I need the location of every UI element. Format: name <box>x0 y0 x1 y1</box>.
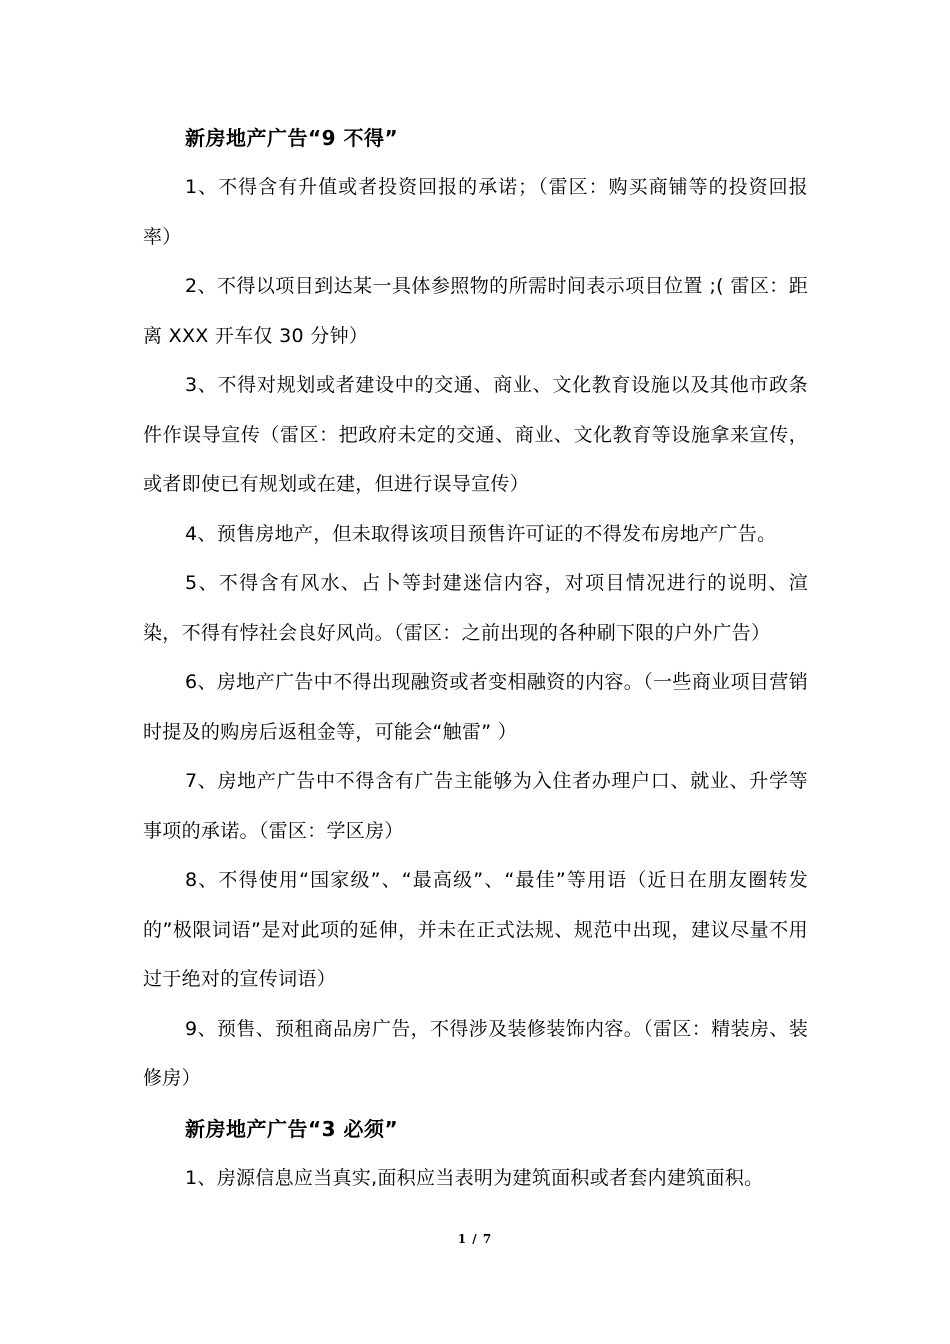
prohibition-item-2: 2、不得以项目到达某一具体参照物的所需时间表示项目位置 ;( 雷区：距离 XXX 开车仅 30 分钟） <box>143 275 808 347</box>
section-heading-3-requirements: 新房地产广告“3 必须” <box>185 1116 399 1141</box>
prohibition-item-3: 3、不得对规划或者建设中的交通、商业、文化教育设施以及其他市政条件作误导宣传（雷区：把政府未定的交通、商业、文化教育等设施拿来宣传，或者即使已有规划或在建，但进行误导宣传） <box>143 374 808 495</box>
prohibition-item-6: 6、房地产广告中不得出现融资或者变相融资的内容。（一些商业项目营销时提及的购房后返租金等，可能会“触雷” ） <box>143 671 808 743</box>
document-body <box>143 113 808 1203</box>
section-heading-9-prohibitions: 新房地产广告“9 不得” <box>185 126 399 150</box>
prohibition-item-9: 9、预售、预租商品房广告，不得涉及装修装饰内容。（雷区：精装房、装修房） <box>143 1017 808 1089</box>
requirement-item-1: 1、房源信息应当真实,面积应当表明为建筑面积或者套内建筑面积。 <box>185 1166 764 1189</box>
prohibition-item-1: 1、不得含有升值或者投资回报的承诺；（雷区：购买商铺等的投资回报率） <box>143 176 808 248</box>
prohibition-item-5: 5、不得含有风水、占卜等封建迷信内容，对项目情况进行的说明、渲染，不得有悖社会良好风尚。（雷区：之前出现的各种刷下限的户外广告） <box>143 572 808 644</box>
prohibition-item-8: 8、不得使用“国家级”、“最高级”、“最佳”等用语（近日在朋友圈转发的”极限词语”是对此项的延伸，并未在正式法规、规范中出现，建议尽量不用过于绝对的宣传词语） <box>143 869 808 990</box>
prohibition-item-4: 4、预售房地产，但未取得该项目预售许可证的不得发布房地产广告。 <box>185 522 777 545</box>
prohibition-item-7: 7、房地产广告中不得含有广告主能够为入住者办理户口、就业、升学等事项的承诺。（雷区：学区房） <box>143 770 808 842</box>
page-number: 1 / 7 <box>457 1232 493 1246</box>
